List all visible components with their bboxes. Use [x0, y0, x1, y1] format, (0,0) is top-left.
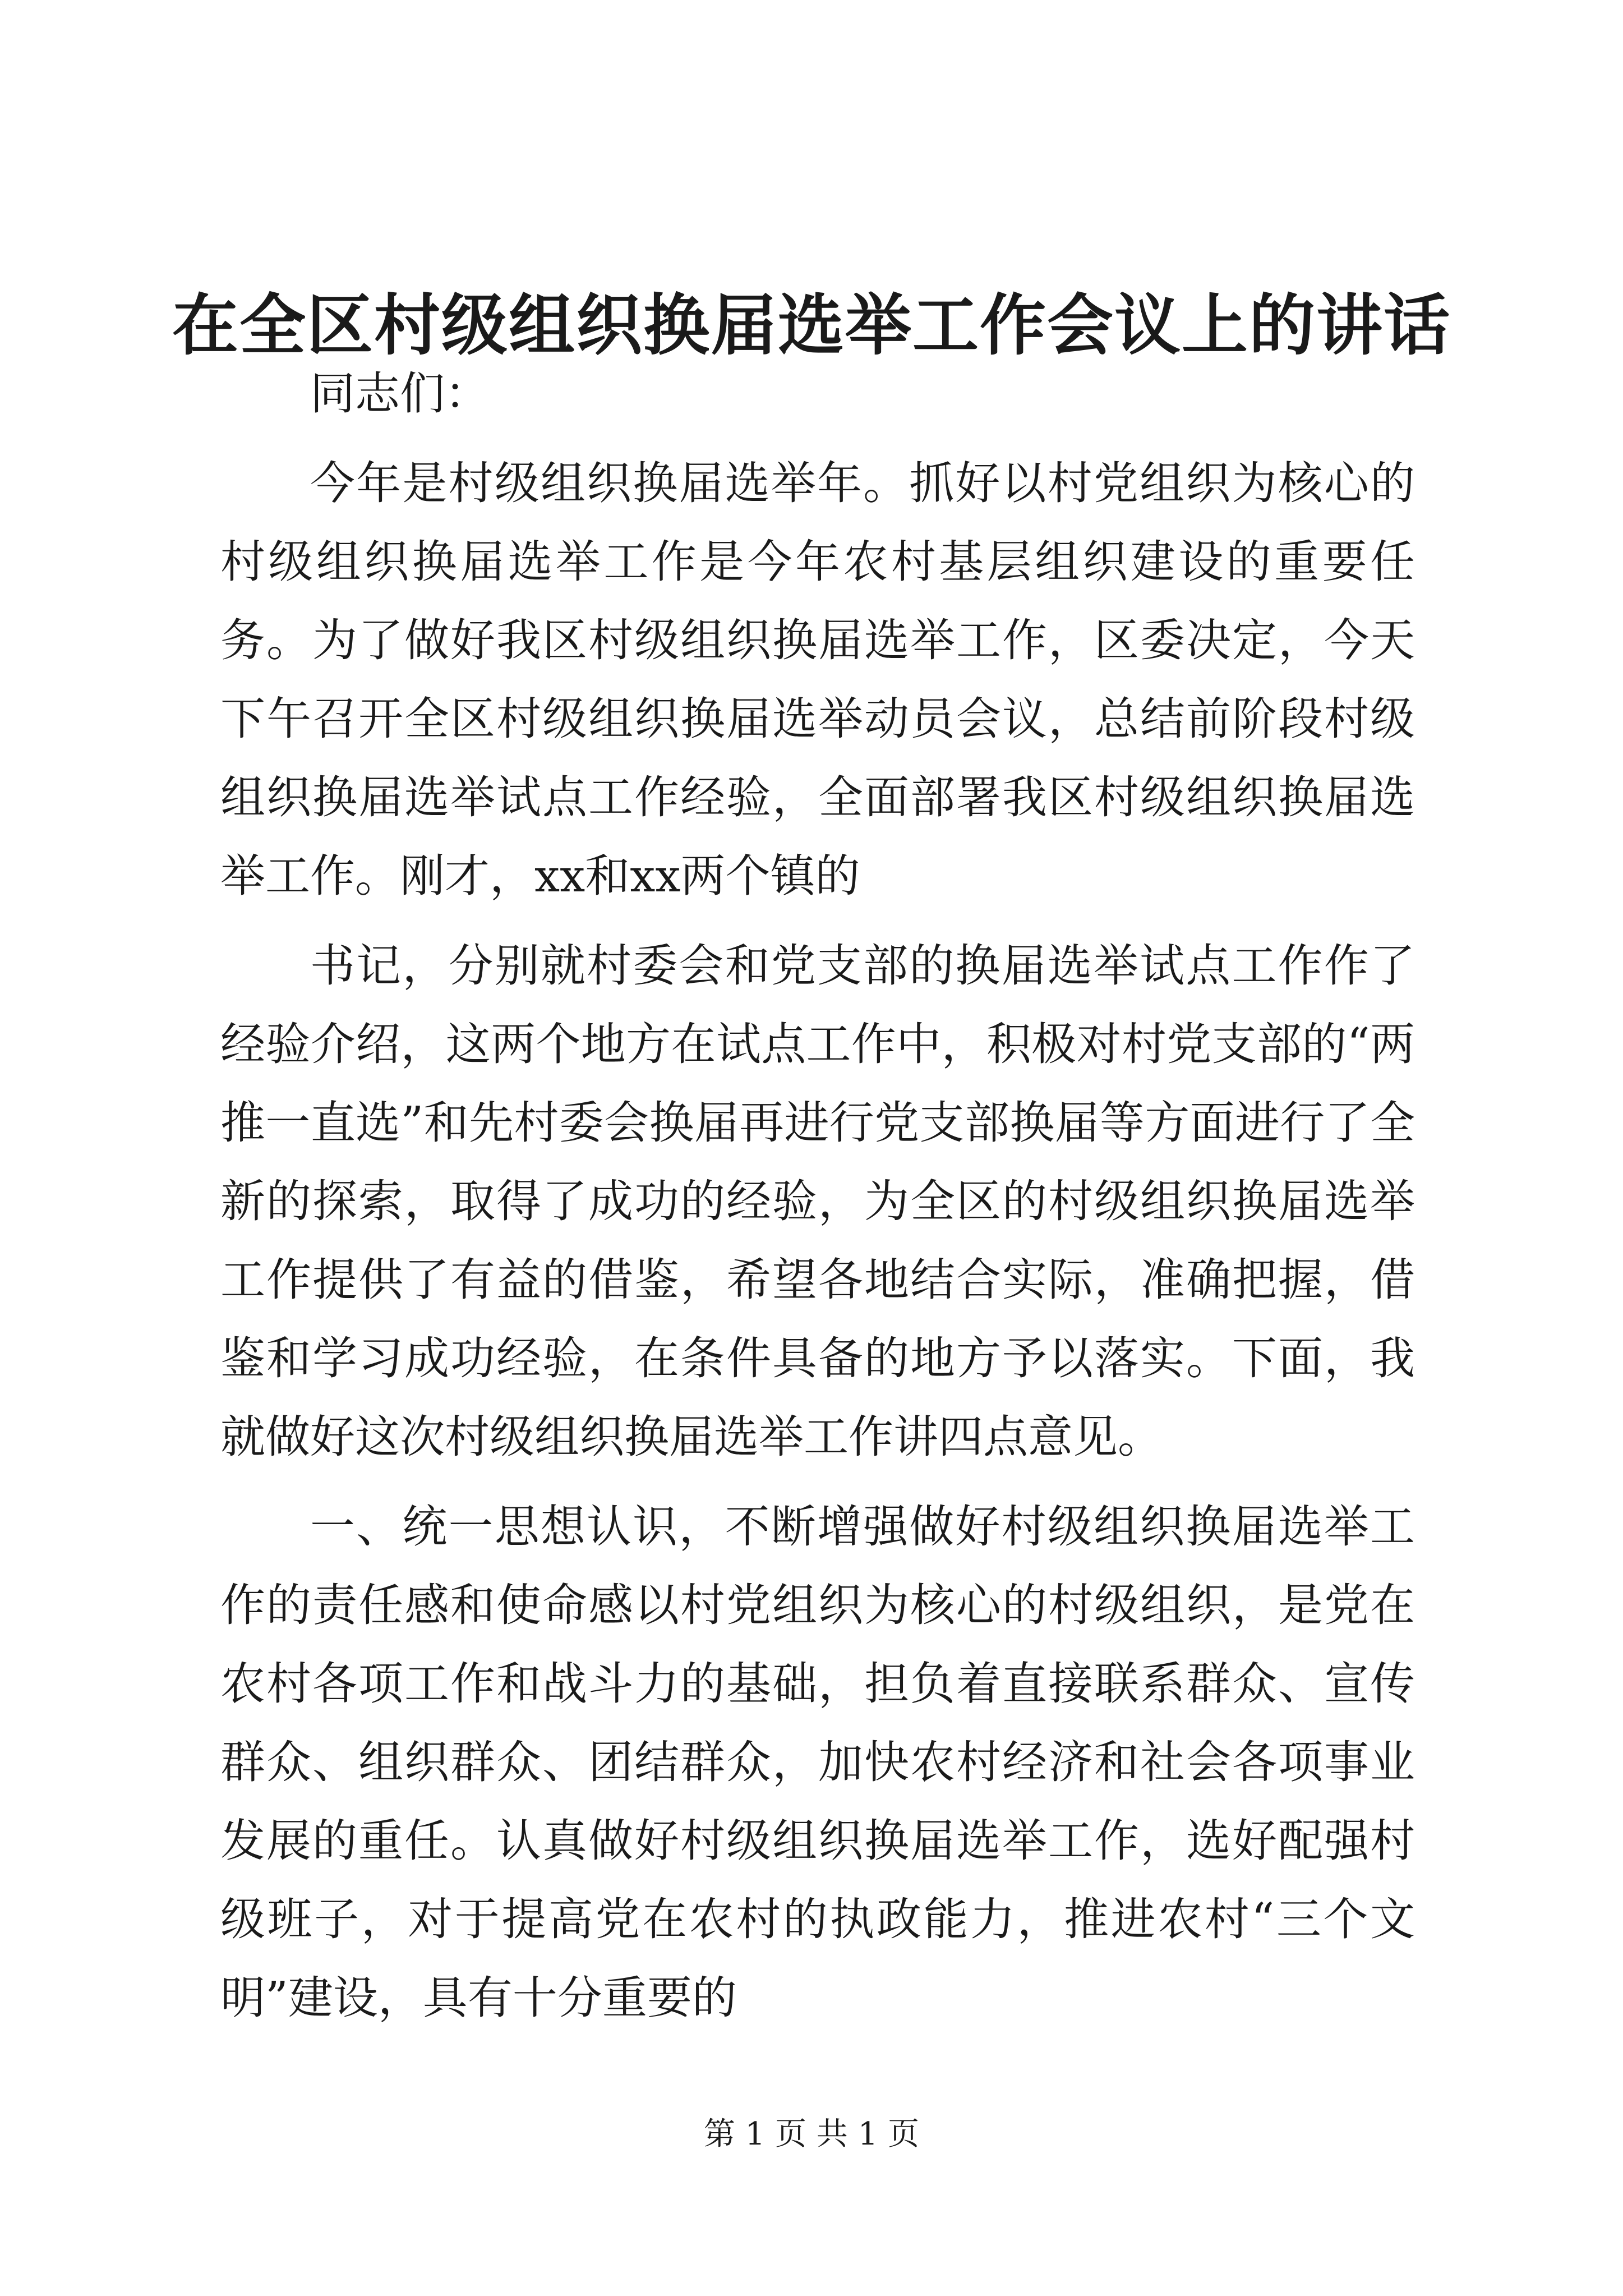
document-body — [220, 355, 1415, 2037]
body-paragraph-3: 一、统一思想认识，不断增强做好村级组织换届选举工作的责任感和使命感以村党组织为核心的村级组织，是党在农村各项工作和战斗力的基础，担负着直接联系群众、宣传群众、组织群众、团结群众，加快农村经济和社会各项事业发展的重任。认真做好村级组织换届选举工作，选好配强村级班子，对于提高党在农村的执政能力，推进农村“三个文明”建设，具有十分重要的 — [220, 1501, 1415, 2024]
body-paragraph-2: 书记，分别就村委会和党支部的换届选举试点工作作了经验介绍，这两个地方在试点工作中，积极对村党支部的“两推一直选”和先村委会换届再进行党支部换届等方面进行了全新的探索，取得了成功的经验，为全区的村级组织换届选举工作提供了有益的借鉴，希望各地结合实际，准确把握，借鉴和学习成功经验，在条件具备的地方予以落实。下面，我就做好这次村级组织换届选举工作讲四点意见。 — [220, 940, 1415, 1463]
document-title: 在全区村级组织换届选举工作会议上的讲话 — [172, 286, 1451, 364]
body-paragraph-1: 今年是村级组织换届选举年。抓好以村党组织为核心的村级组织换届选举工作是今年农村基层组织建设的重要任务。为了做好我区村级组织换届选举工作，区委决定，今天下午召开全区村级组织换届选举动员会议，总结前阶段村级组织换届选举试点工作经验，全面部署我区村级组织换届选举工作。刚才，xx和xx两个镇的 — [220, 457, 1415, 902]
page-footer: 第 1 页 共 1 页 — [703, 2116, 920, 2152]
greeting: 同志们： — [310, 367, 490, 420]
